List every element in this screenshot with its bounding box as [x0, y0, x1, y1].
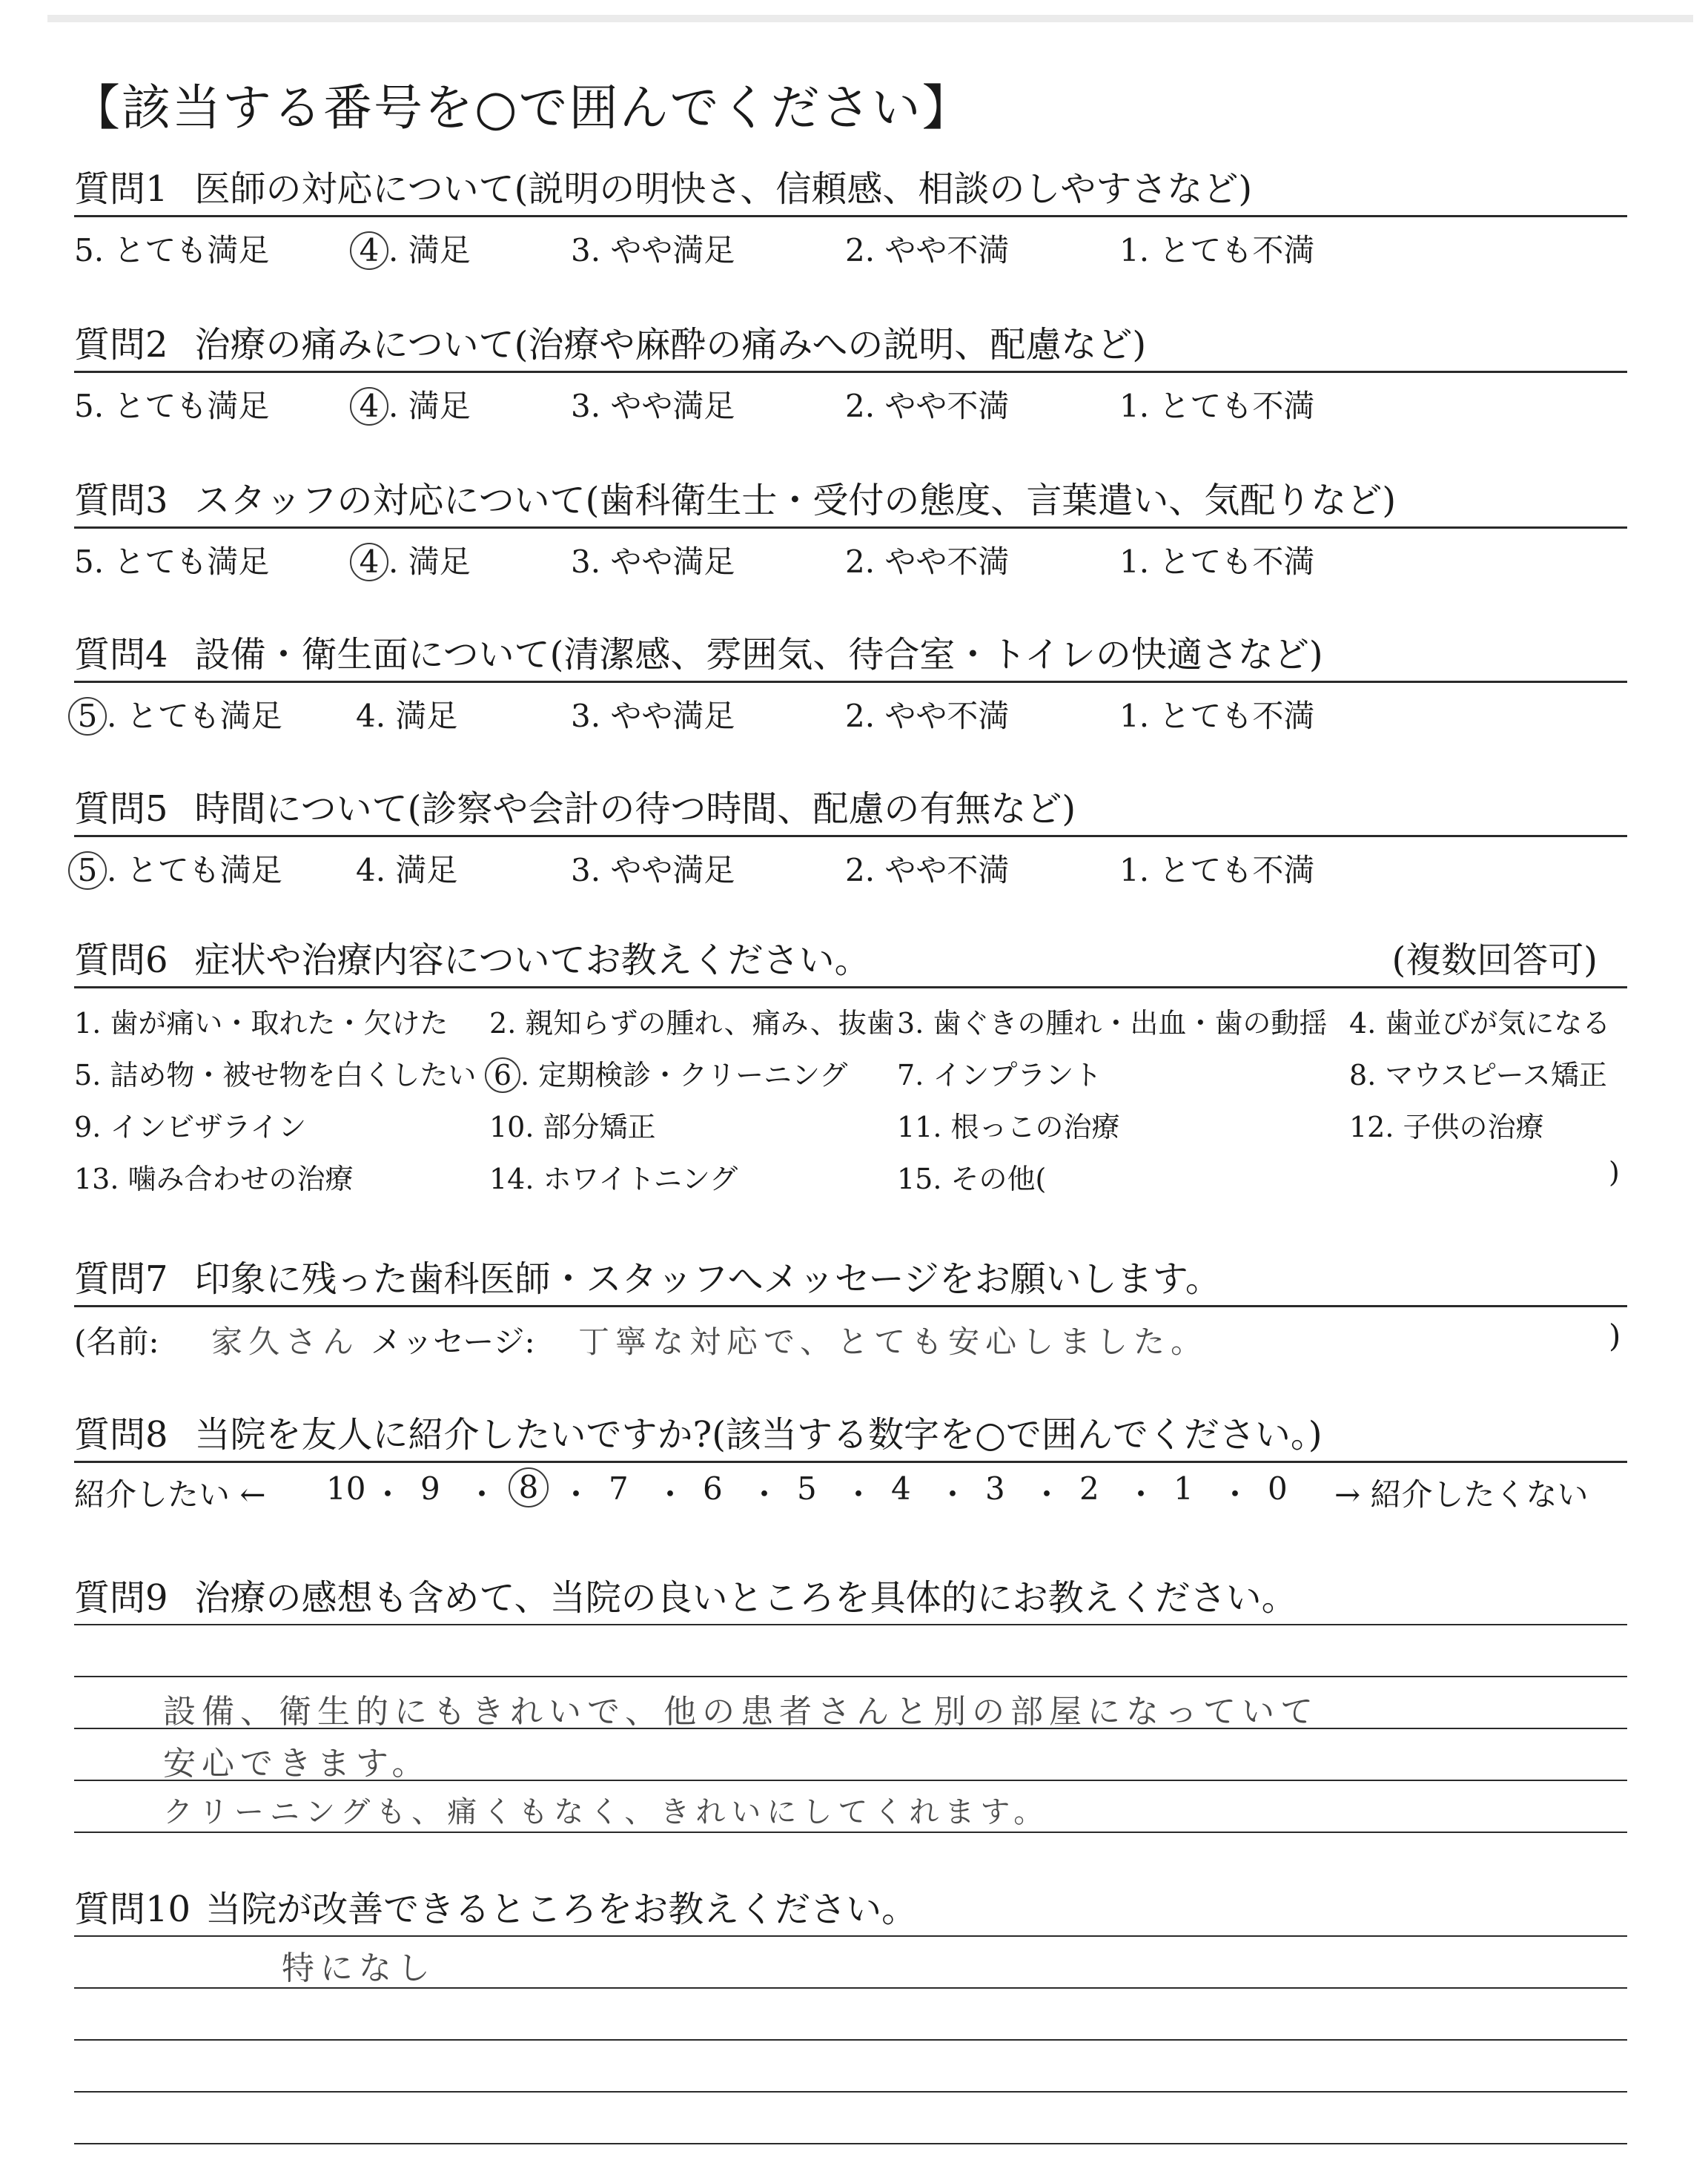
option-label: . やや不満 — [864, 232, 1010, 268]
scale-separator: ・ — [372, 1476, 404, 1513]
option-number: 3 — [571, 232, 591, 268]
question-number: 質問7 — [74, 1258, 168, 1300]
option-number: 3 — [571, 698, 591, 734]
symptom-option-12[interactable] — [1349, 1104, 1544, 1145]
symptom-option-15[interactable] — [897, 1156, 1046, 1197]
referral-scale — [74, 1463, 1627, 1516]
option-number: 4 — [356, 698, 376, 734]
option-number: 3 — [571, 544, 591, 580]
option-number: 4 — [350, 543, 388, 581]
question-number: 質問1 — [74, 168, 168, 210]
option-number: 3 — [897, 1007, 916, 1040]
option-label: . やや不満 — [864, 852, 1010, 888]
option-label: . とても不満 — [1139, 698, 1315, 734]
rating-options — [74, 373, 1627, 426]
option-number: 5 — [68, 851, 107, 890]
rating-option-2[interactable] — [845, 692, 1009, 736]
option-label: . 満足 — [388, 232, 471, 268]
symptom-option-10[interactable] — [489, 1104, 656, 1145]
option-number: 8 — [1349, 1059, 1368, 1091]
question-text: 当院を友人に紹介したいですか?(該当する数字を○で囲んでください。) — [194, 1414, 1323, 1456]
question-1 — [74, 163, 1627, 271]
option-label: . 満足 — [388, 544, 471, 580]
scale-left-label: 紹介したい ← — [74, 1476, 266, 1513]
option-label: . とても不満 — [1139, 388, 1315, 424]
option-label: . とても満足 — [93, 388, 270, 424]
scale-value-7[interactable]: 7 — [609, 1470, 629, 1507]
scale-value-9[interactable]: 9 — [420, 1470, 440, 1507]
question-9 — [74, 1572, 1627, 1891]
option-number: 5 — [74, 388, 94, 424]
question-1-title — [74, 163, 1627, 217]
option-label: . とても満足 — [107, 698, 282, 734]
rating-option-2[interactable] — [845, 846, 1009, 891]
scale-separator: ・ — [560, 1476, 592, 1513]
scale-value-10[interactable]: 10 — [326, 1470, 366, 1507]
scale-value-3[interactable]: 3 — [985, 1470, 1005, 1507]
option-number: 3 — [571, 388, 591, 424]
option-number: 4 — [350, 387, 388, 426]
option-label: . やや満足 — [590, 232, 735, 268]
question-text: 症状や治療内容についてお教えください。 — [194, 939, 870, 981]
option-label: . 満足 — [375, 852, 458, 888]
question-number: 質問3 — [74, 480, 168, 521]
option-number: 4 — [1349, 1007, 1368, 1040]
question-4 — [74, 629, 1627, 736]
rating-option-1[interactable] — [1119, 226, 1314, 271]
option-number: 10 — [489, 1111, 526, 1143]
answer-area[interactable] — [74, 1624, 1627, 1891]
question-4-title — [74, 629, 1627, 683]
question-6 — [74, 934, 1627, 1203]
option-label: . やや不満 — [864, 544, 1010, 580]
option-label: . 歯並びが気になる — [1367, 1007, 1611, 1040]
question-number: 質問8 — [74, 1414, 168, 1456]
symptom-option-13[interactable] — [74, 1156, 354, 1197]
question-7 — [74, 1253, 1627, 1361]
writing-line — [74, 1832, 1627, 1833]
option-number: 4 — [350, 231, 388, 270]
rating-option-1[interactable] — [1119, 382, 1314, 426]
rating-option-1[interactable] — [1119, 692, 1314, 736]
rating-option-3[interactable] — [571, 226, 735, 271]
symptom-option-6[interactable] — [489, 1052, 847, 1093]
option-number: 9 — [74, 1111, 93, 1143]
question-text: 設備・衛生面について(清潔感、雰囲気、待合室・トイレの快適さなど) — [194, 634, 1323, 676]
option-number: 5 — [74, 232, 94, 268]
rating-option-5[interactable] — [74, 382, 269, 426]
option-number: 1 — [1119, 544, 1139, 580]
question-text: 印象に残った歯科医師・スタッフへメッセージをお願いします。 — [194, 1258, 1221, 1300]
writing-line — [74, 2143, 1627, 2144]
scale-right-label: → 紹介したくない — [1334, 1476, 1589, 1513]
writing-line — [74, 2039, 1627, 2041]
option-label: . やや満足 — [590, 698, 735, 734]
symptom-option-7[interactable] — [897, 1052, 1102, 1093]
rating-option-1[interactable] — [1119, 538, 1314, 582]
question-text: 当院が改善できるところをお教えください。 — [205, 1889, 918, 1930]
symptom-option-14[interactable] — [489, 1156, 738, 1197]
option-number: 5 — [74, 544, 94, 580]
option-label: . やや満足 — [590, 544, 735, 580]
scale-separator: ・ — [1031, 1476, 1063, 1513]
question-8-title — [74, 1409, 1627, 1463]
rating-option-1[interactable] — [1119, 846, 1314, 891]
answer-line: クリーニングも、痛くもなく、きれいにしてくれます。 — [163, 1795, 1050, 1829]
rating-options — [74, 217, 1627, 271]
answer-line: 設備、衛生的にもきれいで、他の患者さんと別の部屋になっていて — [163, 1693, 1320, 1731]
symptom-option-2[interactable] — [489, 1000, 895, 1041]
scale-separator: ・ — [1219, 1476, 1251, 1513]
symptom-option-9[interactable] — [74, 1104, 306, 1145]
rating-option-3[interactable] — [571, 382, 735, 426]
question-5-title — [74, 783, 1627, 837]
symptom-option-11[interactable] — [897, 1104, 1120, 1145]
scale-separator: ・ — [937, 1476, 969, 1513]
writing-line — [74, 2091, 1627, 2093]
option-label: . やや満足 — [590, 852, 735, 888]
rating-option-4[interactable] — [356, 692, 457, 736]
question-3-title — [74, 475, 1627, 529]
option-number: 1 — [1119, 852, 1139, 888]
question-2 — [74, 319, 1627, 426]
rating-option-5[interactable] — [74, 226, 269, 271]
message-close: ) — [1609, 1318, 1621, 1354]
option-number: 4 — [356, 852, 376, 888]
question-text: 治療の感想も含めて、当院の良いところを具体的にお教えください。 — [194, 1577, 1297, 1619]
option-number: 1 — [1119, 388, 1139, 424]
option-number: 5 — [74, 1059, 93, 1091]
question-number: 質問5 — [74, 788, 168, 830]
rating-option-5[interactable] — [74, 846, 282, 891]
answer-line: 特になし — [282, 1949, 436, 1987]
answer-area[interactable] — [74, 1935, 1627, 2158]
question-10 — [74, 1883, 1627, 2158]
rating-option-4[interactable] — [356, 846, 457, 891]
option-number: 3 — [571, 852, 591, 888]
rating-option-2[interactable] — [845, 226, 1009, 271]
question-number: 質問9 — [74, 1577, 168, 1619]
option-number: 11 — [897, 1111, 933, 1143]
name-label: (名前: — [74, 1324, 159, 1360]
rating-option-3[interactable] — [571, 538, 735, 582]
scale-separator: ・ — [466, 1476, 498, 1513]
question-number: 質問4 — [74, 634, 168, 676]
option-label: . インビザライン — [92, 1111, 307, 1143]
option-number: 2 — [845, 698, 865, 734]
scale-separator: ・ — [655, 1476, 686, 1513]
option-number: 2 — [845, 232, 865, 268]
multiple-answer-note: (複数回答可) — [1391, 939, 1598, 981]
scale-separator: ・ — [843, 1476, 875, 1513]
option-label: . とても不満 — [1139, 544, 1315, 580]
option-number: 2 — [489, 1007, 508, 1040]
option-label: . マウスピース矯正 — [1367, 1059, 1607, 1091]
symptom-option-4[interactable] — [1349, 1000, 1610, 1041]
option-number: 14 — [489, 1163, 526, 1195]
scale-value-6[interactable]: 6 — [703, 1470, 723, 1507]
option-label: . ホワイトニング — [525, 1163, 738, 1195]
rating-option-5[interactable] — [74, 692, 282, 736]
option-label: . とても不満 — [1139, 232, 1315, 268]
scale-separator: ・ — [1125, 1476, 1157, 1513]
writing-line — [74, 1935, 1627, 1937]
option-label: . とても満足 — [107, 852, 282, 888]
option-number: 1 — [74, 1007, 93, 1040]
option-label: . 詰め物・被せ物を白くしたい — [92, 1059, 477, 1091]
rating-option-5[interactable] — [74, 538, 269, 582]
option-label: . 噛み合わせの治療 — [110, 1163, 354, 1195]
option-number: 1 — [1119, 232, 1139, 268]
option-label: . やや不満 — [864, 698, 1010, 734]
rating-option-3[interactable] — [571, 846, 735, 891]
scale-value-8[interactable]: 8 — [509, 1467, 549, 1507]
symptom-option-5[interactable] — [74, 1052, 476, 1093]
question-text: スタッフの対応について(歯科衛生士・受付の態度、言葉遣い、気配りなど) — [194, 480, 1397, 521]
option-label: . やや満足 — [590, 388, 735, 424]
question-text: 治療の痛みについて(治療や麻酔の痛みへの説明、配慮など) — [194, 324, 1147, 366]
option-label: . 親知らずの腫れ、痛み、抜歯 — [507, 1007, 895, 1040]
symptom-option-8[interactable] — [1349, 1052, 1607, 1093]
question-9-title — [74, 1572, 1627, 1624]
name-value[interactable]: 家久さん — [211, 1324, 360, 1360]
option-label: . インプラント — [915, 1059, 1102, 1091]
rating-options — [74, 529, 1627, 582]
question-text: 時間について(診察や会計の待つ時間、配慮の有無など) — [194, 788, 1076, 830]
question-7-title — [74, 1253, 1627, 1307]
rating-option-4[interactable] — [356, 538, 471, 582]
option-number: 7 — [897, 1059, 916, 1091]
message-line — [74, 1307, 1627, 1361]
option-number: 2 — [845, 544, 865, 580]
option-number: 6 — [485, 1057, 520, 1093]
option-label: . その他( — [933, 1163, 1047, 1195]
question-8 — [74, 1409, 1627, 1516]
symptom-option-3[interactable] — [897, 1000, 1327, 1041]
rating-option-4[interactable] — [356, 382, 471, 426]
option-label: . とても不満 — [1139, 852, 1315, 888]
option-number: 2 — [845, 852, 865, 888]
other-close: ) — [1609, 1156, 1620, 1189]
writing-line — [74, 1676, 1627, 1677]
option-label: . 根っこの治療 — [933, 1111, 1120, 1143]
option-label: . とても満足 — [93, 544, 270, 580]
scale-value-4[interactable]: 4 — [891, 1470, 911, 1507]
option-label: . 満足 — [388, 388, 471, 424]
scan-edge — [47, 15, 1693, 22]
question-10-title — [74, 1883, 1627, 1935]
message-value[interactable]: 丁寧な対応で、とても安心しました。 — [578, 1324, 1208, 1360]
rating-options — [74, 683, 1627, 736]
option-label: . 歯が痛い・取れた・欠けた — [92, 1007, 448, 1040]
message-label: メッセージ: — [371, 1324, 535, 1360]
question-text: 医師の対応について(説明の明快さ、信頼感、相談のしやすさなど) — [194, 168, 1253, 210]
rating-option-3[interactable] — [571, 692, 735, 736]
question-6-title — [74, 934, 1627, 988]
question-3 — [74, 475, 1627, 582]
rating-option-2[interactable] — [845, 538, 1009, 582]
symptom-option-1[interactable] — [74, 1000, 448, 1041]
option-label: . 部分矯正 — [525, 1111, 656, 1143]
option-number: 12 — [1349, 1111, 1386, 1143]
writing-line — [74, 1624, 1627, 1625]
scale-value-1[interactable]: 1 — [1174, 1470, 1194, 1507]
symptom-options — [74, 988, 1627, 1203]
question-2-title — [74, 319, 1627, 373]
rating-option-4[interactable] — [356, 226, 471, 271]
option-number: 1 — [1119, 698, 1139, 734]
scale-value-5[interactable]: 5 — [797, 1470, 817, 1507]
option-label: . 子供の治療 — [1385, 1111, 1544, 1143]
option-label: . 定期検診・クリーニング — [520, 1059, 848, 1091]
option-number: 2 — [845, 388, 865, 424]
scale-value-0[interactable]: 0 — [1268, 1470, 1288, 1507]
page-heading: 【該当する番号を○で囲んでください】 — [71, 79, 973, 136]
option-label: . とても満足 — [93, 232, 270, 268]
option-label: . やや不満 — [864, 388, 1010, 424]
answer-line: 安心できます。 — [163, 1745, 431, 1783]
option-label: . 歯ぐきの腫れ・出血・歯の動揺 — [915, 1007, 1328, 1040]
question-number: 質問6 — [74, 939, 168, 981]
option-number: 15 — [897, 1163, 933, 1195]
question-number: 質問2 — [74, 324, 168, 366]
rating-option-2[interactable] — [845, 382, 1009, 426]
question-5 — [74, 783, 1627, 891]
option-number: 13 — [74, 1163, 110, 1195]
question-number: 質問10 — [74, 1889, 191, 1930]
option-number: 5 — [68, 697, 107, 736]
rating-options — [74, 837, 1627, 891]
option-label: . 満足 — [375, 698, 458, 734]
scale-value-2[interactable]: 2 — [1079, 1470, 1099, 1507]
scale-separator: ・ — [749, 1476, 781, 1513]
